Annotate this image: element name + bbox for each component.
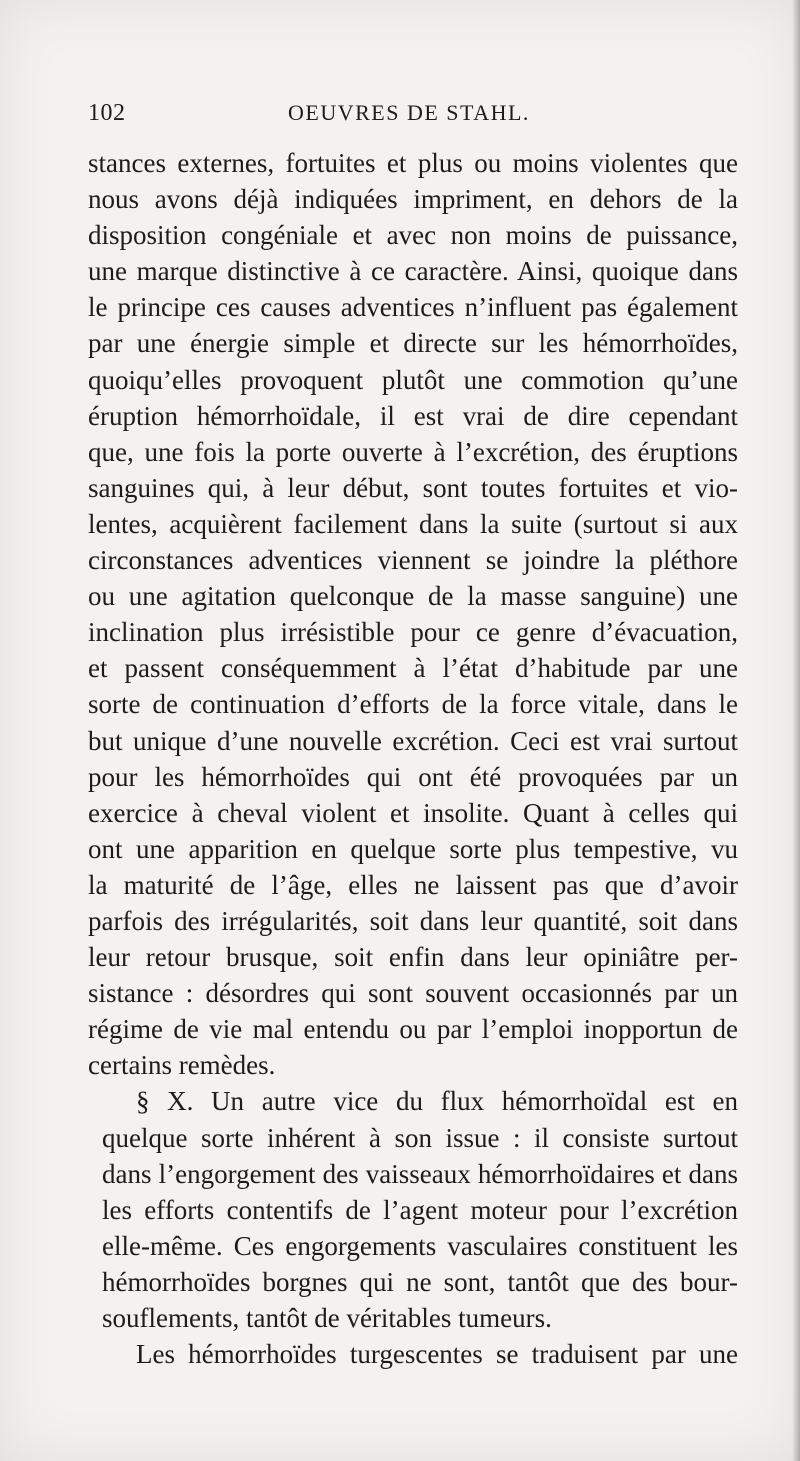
text-line: elle-même. Ces engorgements vasculaires constituent les — [102, 1230, 738, 1261]
text-line: les efforts contentifs de l’agent moteur pour l’excrétion — [102, 1194, 738, 1225]
text-line: stances externes, fortuites et plus ou moins violentes que — [88, 148, 738, 178]
paragraph-2 — [102, 1083, 738, 1336]
text-line: pour les hémorrhoïdes qui ont été provoquées par un — [88, 761, 738, 792]
text-line: et passent conséquemment à l’état d’habitude par une — [88, 653, 738, 684]
text-line: nous avons déjà indiquées impriment, en dehors de la — [88, 184, 738, 215]
text-line: certains remèdes. — [88, 1050, 276, 1081]
text-line: le principe ces causes adventices n’influent pas également — [88, 292, 738, 323]
paragraph-1 — [88, 145, 738, 1083]
text-line: parfois des irrégularités, soit dans leur quantité, soit dans — [88, 905, 738, 936]
text-line: quoiqu’elles provoquent plutôt une commotion qu’une — [88, 364, 738, 395]
page-number: 102 — [88, 100, 126, 126]
text-line: hémorrhoïdes borgnes qui ne sont, tantôt que des bour- — [102, 1266, 738, 1297]
text-line: but unique d’une nouvelle excrétion. Ceci est vrai surtout — [88, 725, 738, 756]
text-line: disposition congéniale et avec non moins de puissance, — [88, 220, 738, 251]
paragraph-3 — [102, 1336, 738, 1372]
body-text — [88, 145, 738, 1372]
text-line: Les hémorrhoïdes turgescentes se traduisent par une — [136, 1339, 738, 1370]
text-line: § X. Un autre vice du flux hémorrhoïdal est en — [136, 1086, 738, 1117]
text-line: une marque distinctive à ce caractère. Ainsi, quoique dans — [88, 256, 738, 287]
running-title: OEUVRES DE STAHL. — [288, 100, 530, 125]
text-line: quelque sorte inhérent à son issue : il consiste surtout — [102, 1122, 738, 1153]
text-line: éruption hémorrhoïdale, il est vrai de dire cependant — [88, 400, 738, 431]
text-line: circonstances adventices viennent se joindre la pléthore — [88, 545, 738, 576]
text-line: dans l’engorgement des vaisseaux hémorrhoïdaires et dans — [102, 1158, 738, 1189]
text-line: que, une fois la porte ouverte à l’excrétion, des éruptions — [88, 436, 738, 467]
page-header — [88, 100, 738, 138]
text-line: régime de vie mal entendu ou par l’emploi inopportun de — [88, 1014, 738, 1045]
text-line: sanguines qui, à leur début, sont toutes fortuites et vio- — [88, 472, 738, 503]
text-line: sorte de continuation d’efforts de la force vitale, dans le — [88, 689, 738, 720]
text-line: exercice à cheval violent et insolite. Quant à celles qui — [88, 797, 738, 828]
page-edge-shadow — [792, 0, 800, 1461]
text-line: inclination plus irrésistible pour ce genre d’évacuation, — [88, 617, 738, 648]
text-line: sistance : désordres qui sont souvent occasionnés par un — [88, 978, 738, 1009]
text-line: lentes, acquièrent facilement dans la suite (surtout si aux — [88, 508, 738, 539]
text-line: ou une agitation quelconque de la masse sanguine) une — [88, 581, 738, 612]
text-line: ont une apparition en quelque sorte plus tempestive, vu — [88, 833, 738, 864]
text-line: la maturité de l’âge, elles ne laissent pas que d’avoir — [88, 869, 738, 900]
text-line: leur retour brusque, soit enfin dans leur opiniâtre per- — [88, 942, 738, 973]
text-line: souflements, tantôt de véritables tumeurs. — [102, 1303, 552, 1333]
text-line: par une énergie simple et directe sur les hémorrhoïdes, — [88, 328, 738, 359]
